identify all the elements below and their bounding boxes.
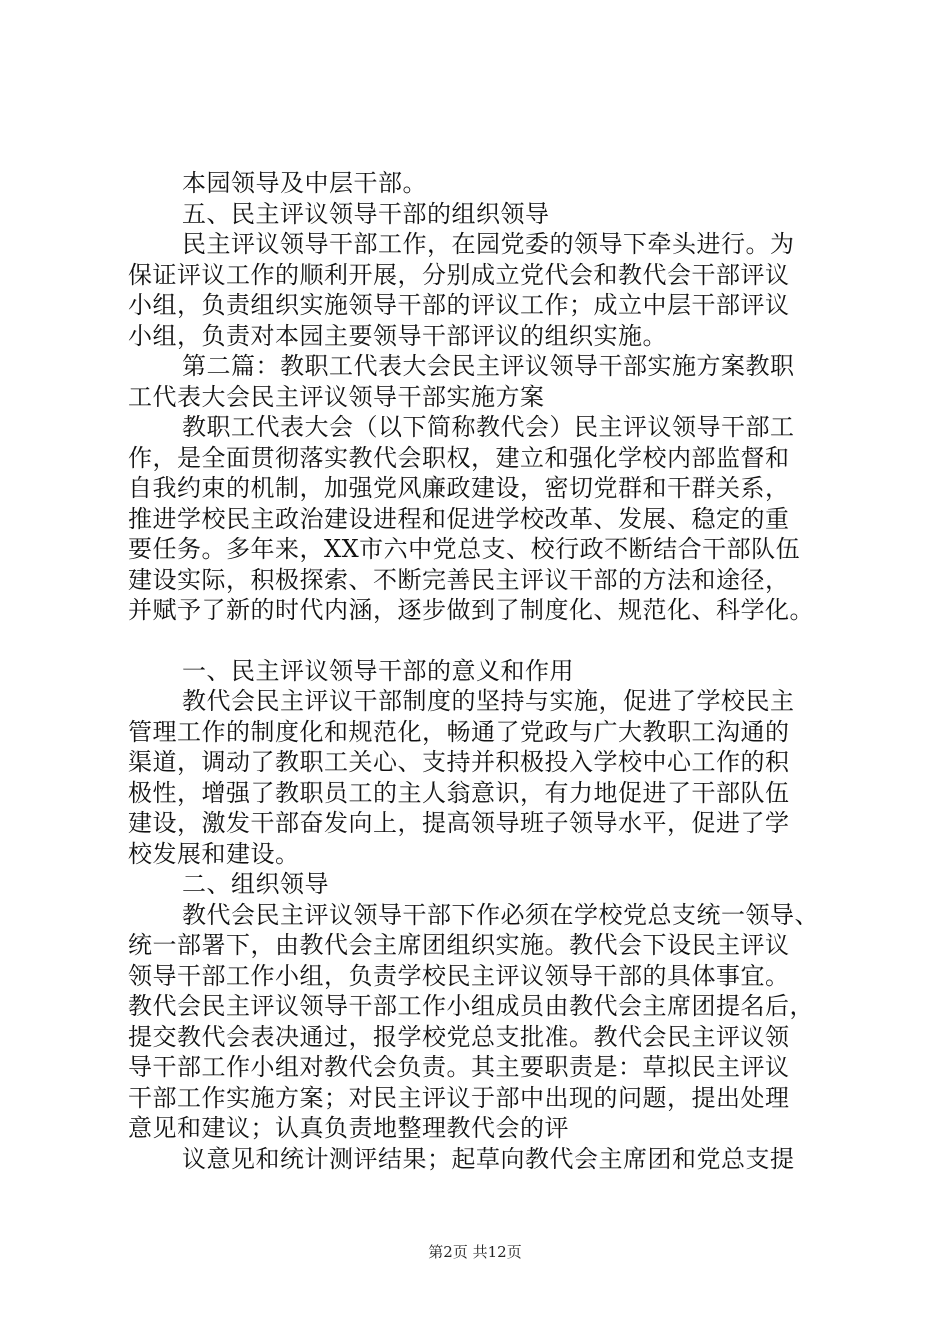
text-line: 意见和建议；认真负责地整理教代会的评 bbox=[128, 1114, 569, 1142]
text-line: 二、组织领导 bbox=[182, 870, 329, 898]
text-line: 校发展和建设。 bbox=[128, 839, 300, 868]
text-line: 建设，激发干部奋发向上，提高领导班子领导水平，促进了学 bbox=[128, 809, 790, 837]
text-line: 提交教代会表决通过，报学校党总支批准。教代会民主评议领 bbox=[128, 1022, 790, 1051]
text-line: 领导干部工作小组，负责学校民主评议领导干部的具体事宜。 bbox=[128, 961, 790, 990]
text-line: 干部工作实施方案；对民主评议于部中出现的问题，提出处理 bbox=[128, 1083, 790, 1112]
text-line: 教代会民主评议领导干部工作小组成员由教代会主席团提名后， bbox=[128, 992, 814, 1020]
text-line: 建设实际，积极探索、不断完善民主评议干部的方法和途径， bbox=[128, 565, 790, 594]
text-line: 五、民主评议领导干部的组织领导 bbox=[182, 199, 550, 228]
text-line: 第二篇：教职工代表大会民主评议领导干部实施方案教职 bbox=[182, 352, 795, 380]
text-line: 自我约束的机制，加强党风廉政建设，密切党群和干群关系， bbox=[128, 474, 790, 502]
text-line: 工代表大会民主评议领导干部实施方案 bbox=[128, 382, 545, 411]
text-line: 统一部署下，由教代会主席团组织实施。教代会下设民主评议 bbox=[128, 931, 790, 959]
text-line: 并赋予了新的时代内涵，逐步做到了制度化、规范化、科学化。 bbox=[128, 596, 814, 624]
text-line: 管理工作的制度化和规范化，畅通了党政与广大教职工沟通的 bbox=[128, 717, 790, 746]
text-line: 议意见和统计测评结果；起草向教代会主席团和党总支提 bbox=[182, 1144, 795, 1173]
text-line: 保证评议工作的顺利开展，分别成立党代会和教代会干部评议 bbox=[128, 260, 790, 289]
text-line: 一、民主评议领导干部的意义和作用 bbox=[182, 656, 574, 685]
text-line: 推进学校民主政治建设进程和促进学校改革、发展、稳定的重 bbox=[128, 504, 790, 533]
text-line: 本园领导及中层干部。 bbox=[182, 169, 427, 197]
text-line: 作，是全面贯彻落实教代会职权，建立和强化学校内部监督和 bbox=[128, 443, 790, 472]
text-line: 渠道，调动了教职工关心、支持并积极投入学校中心工作的积 bbox=[128, 748, 790, 776]
text-line: 教代会民主评议领导干部下作必须在学校党总支统一领导、 bbox=[182, 900, 819, 929]
text-line: 极性，增强了教职员工的主人翁意识，有力地促进了干部队伍 bbox=[128, 778, 790, 807]
document-body bbox=[128, 168, 834, 1174]
text-line: 小组，负责组织实施领导干部的评议工作；成立中层干部评议 bbox=[128, 291, 790, 319]
text-line: 民主评议领导干部工作，在园党委的领导下牵头进行。为 bbox=[182, 230, 795, 258]
text-line: 教代会民主评议干部制度的坚持与实施，促进了学校民主 bbox=[182, 687, 795, 715]
text-line: 教职工代表大会（以下简称教代会）民主评议领导干部工 bbox=[182, 413, 795, 441]
paragraph-gap bbox=[128, 626, 834, 656]
text-line: 小组，负责对本园主要领导干部评议的组织实施。 bbox=[128, 321, 667, 350]
text-line: 要任务。多年来，XX市六中党总支、校行政不断结合干部队伍 bbox=[128, 535, 801, 563]
page-number-footer: 第2页 共12页 bbox=[428, 1243, 522, 1261]
text-line: 导干部工作小组对教代会负责。其主要职责是：草拟民主评议 bbox=[128, 1053, 790, 1081]
